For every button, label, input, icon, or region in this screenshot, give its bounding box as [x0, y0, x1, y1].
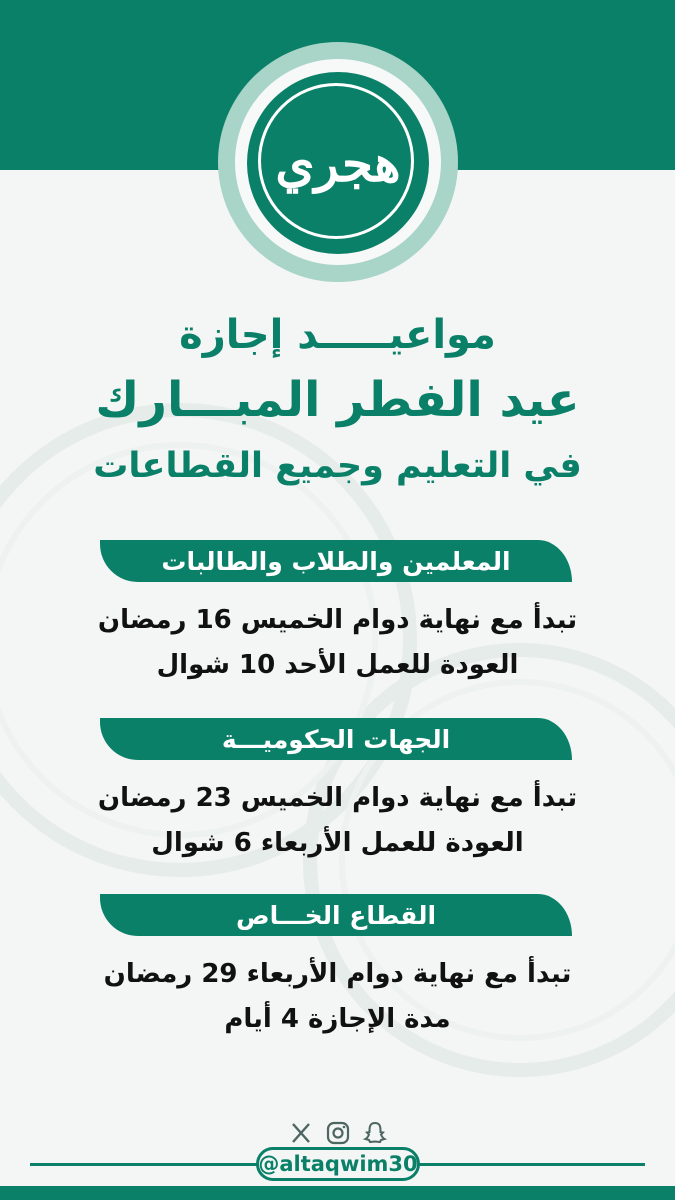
title-line-1: مواعيـــــد إجازة — [179, 312, 496, 358]
section-banner-private: القطاع الخـــاص — [100, 894, 572, 936]
section-government-line-2: العودة للعمل الأربعاء 6 شوال — [151, 828, 524, 858]
social-handle[interactable]: @altaqwim30 — [256, 1147, 420, 1181]
bottom-band — [0, 1186, 675, 1200]
section-banner-government: الجهات الحكوميـــة — [100, 718, 572, 760]
footer-divider-left — [30, 1163, 258, 1166]
section-government-line-1: تبدأ مع نهاية دوام الخميس 23 رمضان — [97, 783, 578, 813]
section-private-line-2: مدة الإجازة 4 أيام — [224, 1004, 451, 1034]
logo-text: هجري — [275, 133, 401, 193]
snapchat-icon[interactable] — [362, 1120, 388, 1146]
section-banner-teachers: المعلمين والطلاب والطالبات — [100, 540, 572, 582]
footer-divider-right — [418, 1163, 645, 1166]
section-teachers-line-2: العودة للعمل الأحد 10 شوال — [156, 650, 519, 680]
section-teachers-line-1: تبدأ مع نهاية دوام الخميس 16 رمضان — [97, 605, 578, 635]
social-icons — [288, 1120, 388, 1146]
title-line-2: عيد الفطر المبـــارك — [95, 372, 580, 428]
section-private-line-1: تبدأ مع نهاية دوام الأربعاء 29 رمضان — [103, 959, 572, 989]
instagram-icon[interactable] — [325, 1120, 351, 1146]
title-line-3: في التعليم وجميع القطاعات — [93, 446, 582, 486]
x-icon[interactable] — [288, 1120, 314, 1146]
